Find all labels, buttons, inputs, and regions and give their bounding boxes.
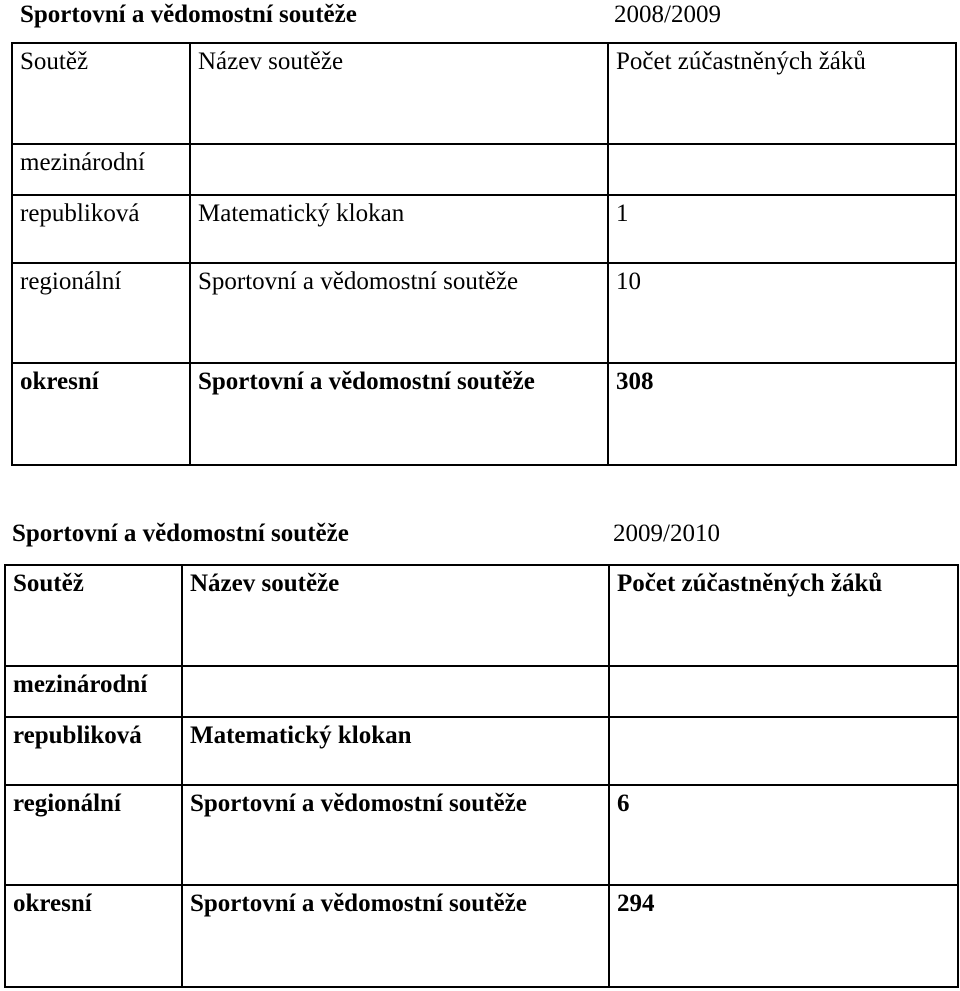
count-cell xyxy=(609,717,958,785)
name-cell: Sportovní a vědomostní soutěže xyxy=(190,263,608,363)
table-header-row xyxy=(5,565,958,666)
section-title: Sportovní a vědomostní soutěže xyxy=(20,1,357,28)
level-cell: republiková xyxy=(12,195,190,263)
level-cell: mezinárodní xyxy=(12,144,190,195)
table-header-row xyxy=(12,43,956,144)
table-row xyxy=(12,195,956,263)
level-cell: regionální xyxy=(12,263,190,363)
header-cell-name: Název soutěže xyxy=(182,565,609,666)
count-cell: 294 xyxy=(609,885,958,987)
competition-table-2008 xyxy=(11,42,957,466)
count-cell: 10 xyxy=(608,263,956,363)
name-cell: Sportovní a vědomostní soutěže xyxy=(182,785,609,885)
count-cell xyxy=(609,666,958,717)
table-row xyxy=(5,885,958,987)
level-cell: okresní xyxy=(12,363,190,465)
competition-table-2009 xyxy=(4,564,959,988)
header-cell-name: Název soutěže xyxy=(190,43,608,144)
header-cell-count: Počet zúčastněných žáků xyxy=(609,565,958,666)
level-cell: mezinárodní xyxy=(5,666,182,717)
section-year: 2009/2010 xyxy=(613,520,720,547)
count-cell xyxy=(608,144,956,195)
table-row xyxy=(5,666,958,717)
header-cell-competition: Soutěž xyxy=(5,565,182,666)
section-title: Sportovní a vědomostní soutěže xyxy=(12,520,349,547)
name-cell xyxy=(182,666,609,717)
level-cell: okresní xyxy=(5,885,182,987)
table-row xyxy=(5,785,958,885)
name-cell: Sportovní a vědomostní soutěže xyxy=(190,363,608,465)
name-cell: Matematický klokan xyxy=(182,717,609,785)
name-cell: Sportovní a vědomostní soutěže xyxy=(182,885,609,987)
name-cell: Matematický klokan xyxy=(190,195,608,263)
count-cell: 308 xyxy=(608,363,956,465)
level-cell: regionální xyxy=(5,785,182,885)
header-cell-competition: Soutěž xyxy=(12,43,190,144)
section-heading-2009 xyxy=(12,519,932,549)
table-row xyxy=(12,263,956,363)
table-row xyxy=(12,363,956,465)
table-row xyxy=(12,144,956,195)
level-cell: republiková xyxy=(5,717,182,785)
section-heading-2008 xyxy=(20,0,940,30)
table-row xyxy=(5,717,958,785)
section-year: 2008/2009 xyxy=(614,1,721,28)
name-cell xyxy=(190,144,608,195)
count-cell: 6 xyxy=(609,785,958,885)
count-cell: 1 xyxy=(608,195,956,263)
header-cell-count: Počet zúčastněných žáků xyxy=(608,43,956,144)
